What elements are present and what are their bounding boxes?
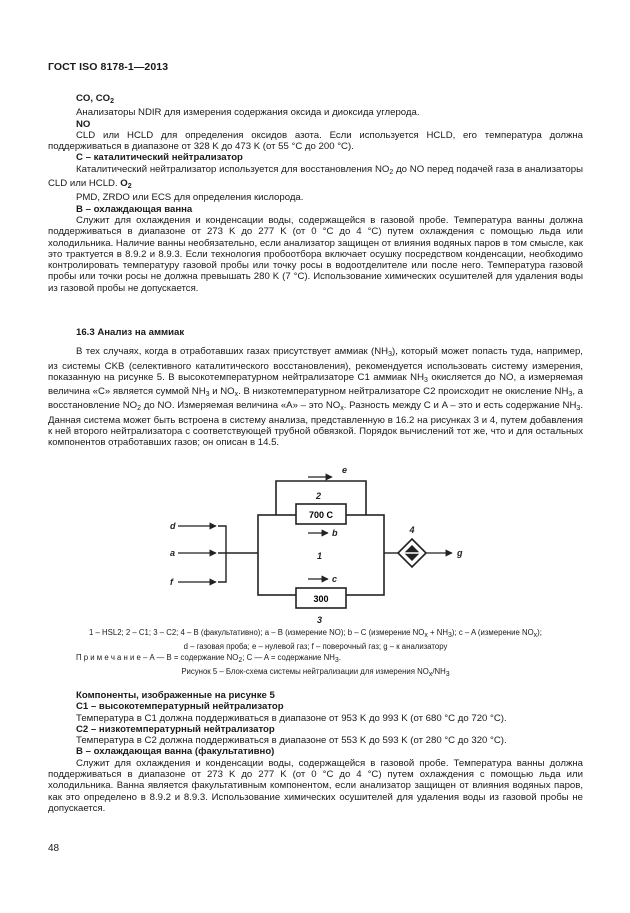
o2-heading: $O_2$ [120, 178, 132, 191]
input-manifold [218, 526, 226, 582]
ammonia-section [48, 327, 583, 449]
label-c: c [332, 574, 338, 584]
no-heading: NO [76, 118, 91, 130]
bath-heading: B – охлаждающая ванна (факультативно) [76, 746, 275, 758]
c2-text: Температура в C2 должна поддерживаться в диапазоне от 553 K до 593 K (от 280 °C до 320 °C). [76, 735, 507, 747]
label-b: b [332, 528, 338, 538]
converter-c2-label: 300 [313, 594, 329, 604]
label-3: 3 [317, 615, 323, 623]
components-block [48, 690, 583, 814]
page-number: 48 [48, 843, 60, 854]
o2-text: PMD, ZRDO или ECS для определения кислорода. [76, 192, 304, 204]
b-text: Служит для охлаждения и конденсации воды, содержащейся в газовой пробе. Температура ванны должна поддерживаться в диапазоне от 273 K до 277 K (от 0 °C до 4 °C) путем охлаждения с помощью льда или холодильника. Наличие ванны необязательно, если анализатор защищен от влияния водяных паров в том смысле, как это трактуется в 8.9.2 и 8.9.3. Если технология пробоотбора включает осушку посредством конденсации, необходимо контролировать температуру газовой пробы или точку росы в водоотделителе или после него. Температура газовой пробы или точки росы не должна превышать 280 K (7 °C). Использование химических осушителей для удаления воды из газовой пробы не допускается. [48, 214, 583, 294]
page-header: ГОСТ ISO 8178-1—2013 [48, 61, 169, 73]
converter-block-diagram [160, 463, 470, 623]
no-text: CLD или HCLD для определения оксидов азота. Если используется HCLD, его температура должна поддерживаться в диапазоне от 328 K до 473 K (от 55 °C до 200 °C). [48, 129, 583, 153]
bath-text: Служит для охлаждения и конденсации воды, содержащейся в газовой пробе. Температура ванны должна поддерживаться в диапазоне от 273 K до 277 K (от 0 °C до 4 °C) путем охлаждения с помощью льда или холодильника. Ванна является факультативным компонентом, если анализатор защищен от влияния водяных паров, как это определено в 8.9.2 и 8.9.3. Использование химических осушителей для удаления воды из газовой пробы не допускается. [48, 757, 583, 814]
converter-c1-label: 700 C [308, 510, 334, 520]
analyzers-block [48, 93, 583, 294]
figure-caption: Рисунок 5 – Блок-схема системы нейтрализации для измерения NOx/NH3 [181, 667, 450, 678]
b-heading: B – охлаждающая ванна [76, 203, 193, 215]
figure-note: П р и м е ч а н и е – A — B = содержание NO2; C — A = содержание NH3. [76, 653, 341, 664]
section-title: 16.3 Анализ на аммиак [76, 327, 185, 338]
c2-heading: C2 – низкотемпературный нейтрализатор [76, 723, 275, 735]
co-heading: CO, $CO_2$ [76, 93, 115, 105]
label-1: 1 [317, 551, 323, 561]
components-heading: Компоненты, изображенные на рисунке 5 [76, 690, 275, 701]
label-d: d [170, 521, 176, 531]
label-g: g [457, 548, 463, 558]
c-heading: C – каталитический нейтрализатор [76, 152, 243, 164]
section-paragraph: В тех случаях, когда в отработавших газах присутствует аммиак $(NH_3)$, который может попасть туда, например, из системы CKB (селективного каталитического восстановления), рекомендуется использовать систему измерения, показанную на рисунке 5. В высокотемпературном нейтрализаторе C1 аммиак $NH_3$ окисляется до NO, а измеряемая величина «C» является суммой $NH_3$ и $NO_x$. В низкотемпературном нейтрализаторе C2 происходит не окисление $NH_3$, а восстановление $NO_2$ до NO. Измеряемая величина «A» – это $NO_x$. Разность между C и A – это и есть содержание $NH_3$. Данная система может быть встроена в систему анализа, представленную в 16.2 на рисунках 3 и 4, путем добавления к ней второго нейтрализатора с соответствующей трубной обвязкой. Порядок вычислений тот же, что и для остальных компонентов отработавших газов; он описан в 14.5. [48, 346, 583, 449]
label-e: e [342, 465, 348, 475]
legend-line-2: d – газовая проба; e – нулевой газ; f – поверочный газ; g – к анализатору [183, 642, 448, 652]
co-text: Анализаторы NDIR для измерения содержания оксида и диоксида углерода. [76, 107, 420, 119]
label-a: a [170, 548, 176, 558]
figure-legend [48, 627, 583, 653]
c1-heading: C1 – высокотемпературный нейтрализатор [76, 701, 284, 713]
label-f: f [170, 577, 173, 587]
legend-line-1: 1 – HSL2; 2 – C1; 3 – C2; 4 – B (факультативно); a – B (измерение NO); b – C (измерение NOx + NH3); c – A (измерение NOx); [89, 628, 542, 639]
c-text: Каталитический нейтрализатор используется для восстановления $NO_2$ до NO перед подачей газа в анализаторы CLD или HCLD. $O_2$ [48, 163, 583, 191]
label-4: 4 [409, 525, 415, 535]
c1-text: Температура в C1 должна поддерживаться в диапазоне от 953 K до 993 K (от 680 °C до 720 °C). [76, 712, 507, 724]
label-2: 2 [316, 491, 322, 501]
